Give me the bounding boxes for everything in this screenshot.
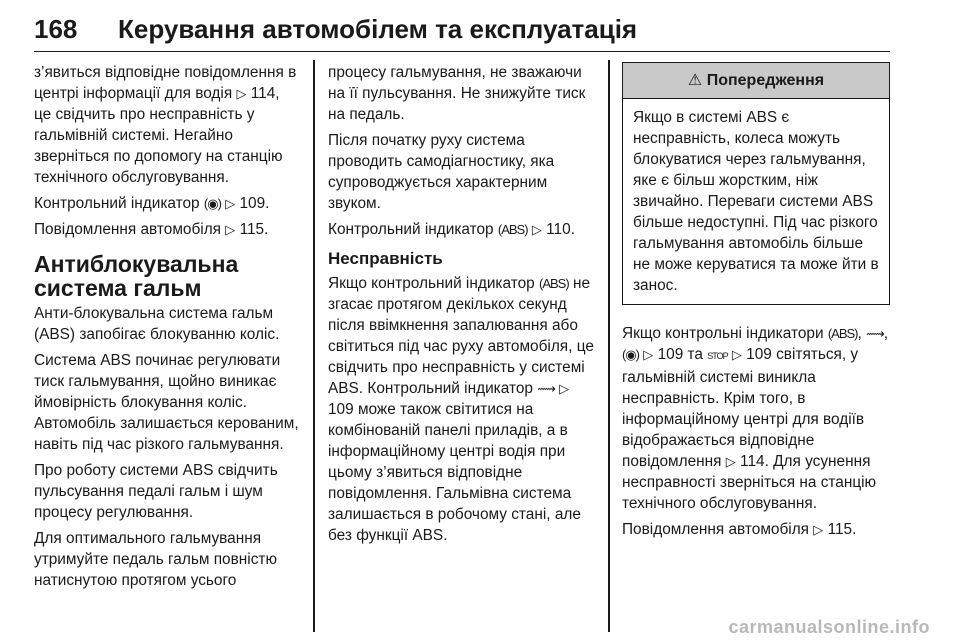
paragraph: Повідомлення автомобіля ▷ 115. [34,221,269,238]
paragraph: Після початку руху система проводить самодіагностику, яка супроводжується характерним звуком. [328,132,555,212]
paragraph: Анти-блокувальна система гальм (ABS) запобігає блокуванню коліс. [34,305,280,343]
paragraph: Повідомлення автомобіля ▷ 115. [622,521,857,538]
abs-indicator-icon: (ABS) [827,326,858,341]
brake-warning-icon: (◉) [622,347,640,362]
page-ref-arrow-icon: ▷ [643,347,654,362]
paragraph: Система ABS починає регулювати тиск гальмування, щойно виникає ймовірність блокування коліс. Автомобіль залишається керованим, навіть під час різкого гальмування. [34,352,299,453]
page-header [34,14,890,52]
paragraph: Контрольний індикатор (ABS) ▷ 110. [328,221,575,238]
service-indicator-icon: ⟿ [537,381,555,396]
abs-indicator-icon: (ABS) [497,222,528,237]
abs-indicator-icon: (ABS) [539,276,569,291]
paragraph: процесу гальмування, не зважаючи на її пульсування. Не знижуйте тиск на педаль. [328,64,586,123]
page-title: Керування автомобілем та експлуатація [118,14,638,44]
paragraph: Якщо контрольний індикатор (ABS) не згасає протягом декількох секунд після ввімкнення запалювання або світиться під час руху автомобіля, це свідчить про несправність у системі ABS. Контрольний індикатор ⟿ ▷ 109 може також світитися на комбінованій панелі приладів, а в інформаційному центрі водія при цьому з’явиться відповідне повідомлення. Гальмівна система залишається в робочому стані, але без функції ABS. [328,275,594,544]
page-ref-arrow-icon: ▷ [225,222,236,237]
paragraph: Якщо контрольні індикатори (ABS), ⟿, (◉) ▷ 109 та STOP ▷ 109 світяться, у гальмівній системі виникла несправність. Крім того, в інформаційному центрі для водіїв відображається відповідне повідомлення ▷ 114. Для усунення несправності зверніться на станцію технічного обслуговування. [622,325,888,512]
watermark: carmanualsonline.info [728,617,930,637]
page-ref-arrow-icon: ▷ [236,86,247,101]
page-ref-arrow-icon: ▷ [731,347,742,362]
column-3 [622,62,890,545]
warning-body: Якщо в системі ABS є несправність, колеса можуть блокуватися через гальмування, яке є більш жорстким, ніж звичайно. Переваги системи ABS більше недоступні. Під час різкого гальмування автомобіль більше не може керуватися та може йти в занос. [633,109,879,294]
page-number: 168 [34,14,78,44]
paragraph: Контрольний індикатор (◉) ▷ 109. [34,195,270,212]
warning-title: Попередження [706,72,825,89]
column-2 [328,62,596,551]
warning-header [623,63,889,99]
column-divider [608,60,610,632]
paragraph: Про роботу системи ABS свідчить пульсування педалі гальм і шум процесу регулювання. [34,462,278,521]
stop-indicator-icon: STOP [707,351,728,361]
page-ref-arrow-icon: ▷ [225,196,236,211]
page-ref-arrow-icon: ▷ [559,381,570,396]
page-ref-arrow-icon: ▷ [725,454,736,469]
column-1 [34,62,300,596]
page-ref-arrow-icon: ▷ [531,222,542,237]
column-divider [313,60,315,632]
paragraph: Для оптимального гальмування утримуйте педаль гальм повністю натиснутою протягом усього [34,530,277,589]
page-ref-arrow-icon: ▷ [813,522,824,537]
subsection-heading: Несправність [328,249,443,268]
warning-box [622,62,890,305]
brake-warning-icon: (◉) [203,196,221,211]
section-heading: Антиблокувальна система гальм [34,251,239,301]
service-indicator-icon: ⟿ [866,326,884,341]
warning-triangle-icon: ⚠ [687,72,703,89]
paragraph: з’явиться відповідне повідомлення в центрі інформації для водія ▷ 114, це свідчить про несправність у гальмівній системі. Негайно зверніться по допомогу на станцію технічного обслуговування. [34,64,297,186]
